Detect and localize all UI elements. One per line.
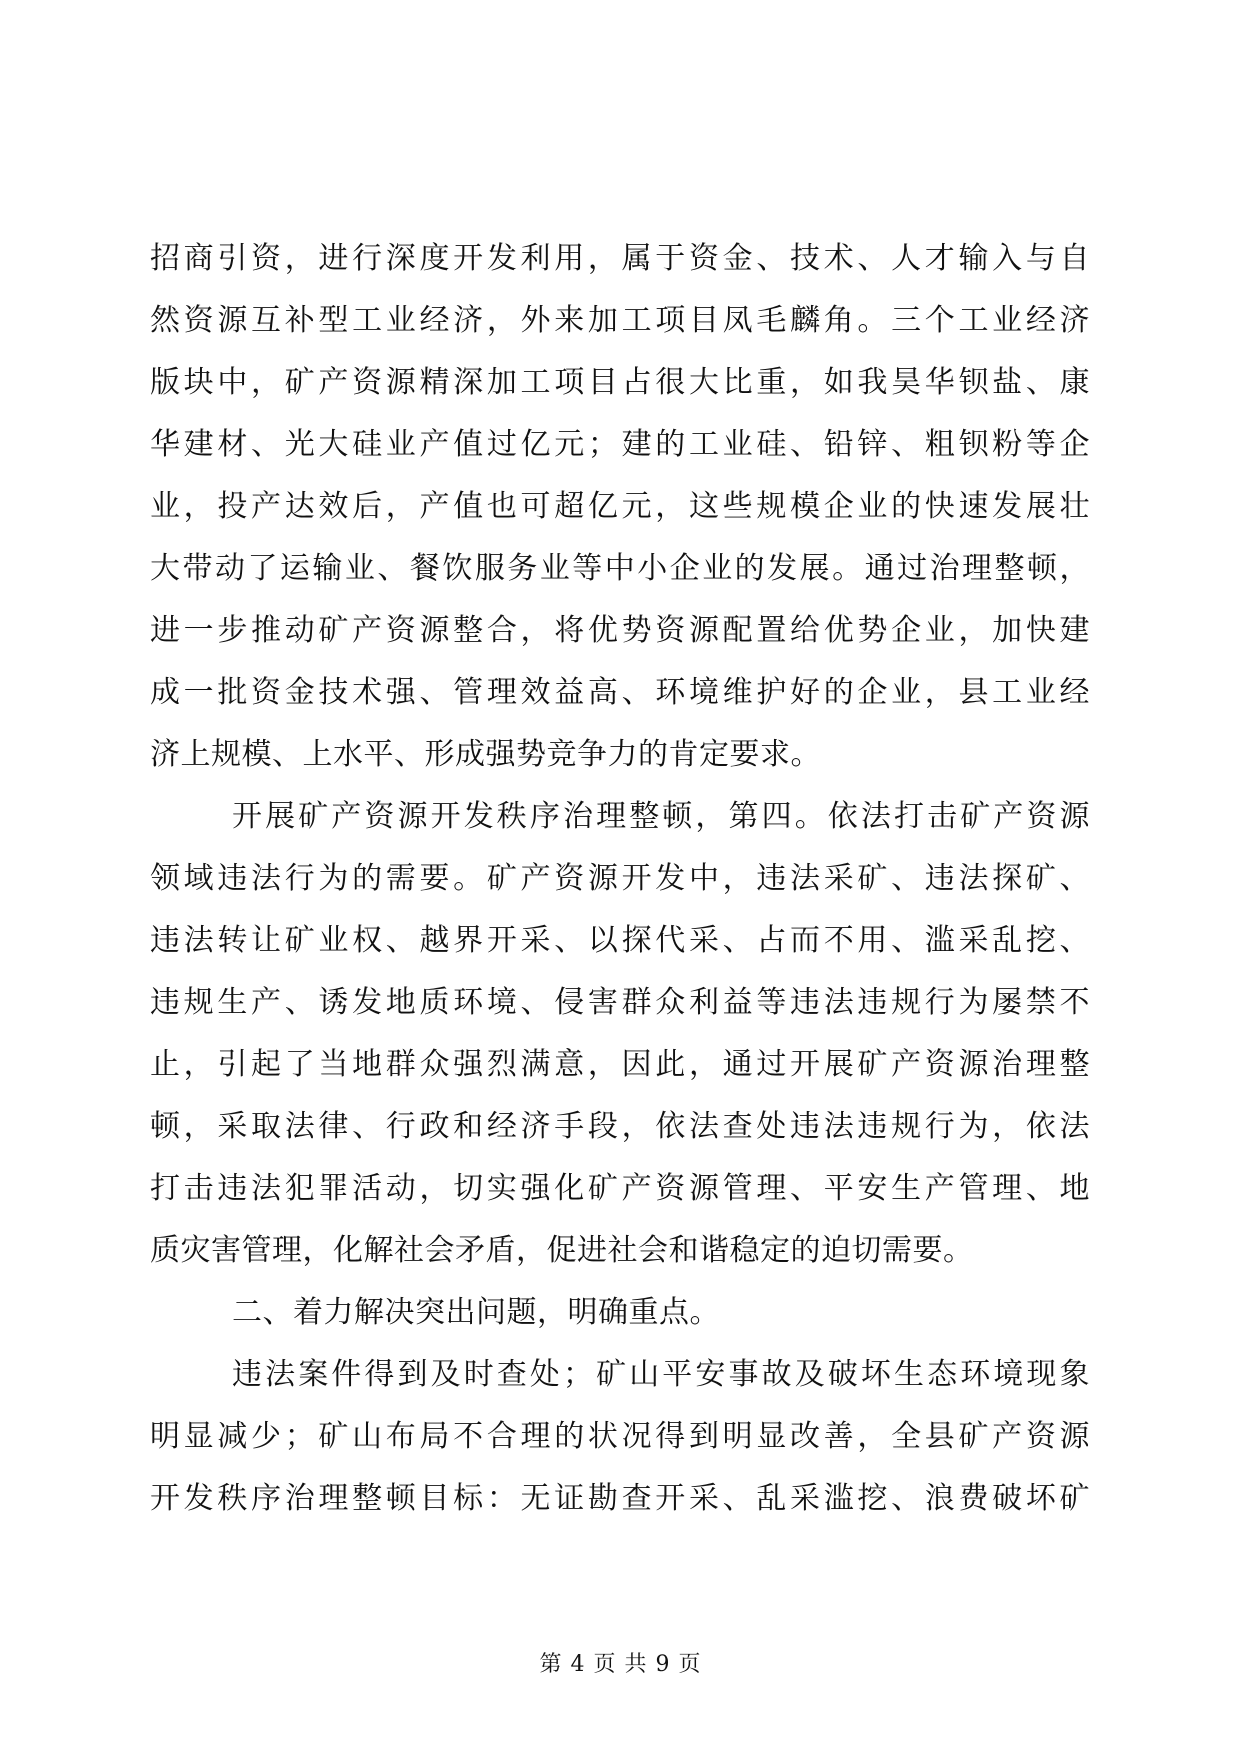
text-line: 明显减少；矿山布局不合理的状况得到明显改善，全县矿产资源	[150, 1419, 1090, 1454]
text-line: 违法转让矿业权、越界开采、以探代采、占而不用、滥采乱挖、	[150, 923, 1090, 958]
text-line: 打击违法犯罪活动，切实强化矿产资源管理、平安生产管理、地	[150, 1171, 1090, 1206]
text-line: 成一批资金技术强、管理效益高、环境维护好的企业，县工业经	[150, 675, 1090, 710]
text-line: 质灾害管理，化解社会矛盾，促进社会和谐稳定的迫切需要。	[150, 1233, 974, 1268]
text-line: 进一步推动矿产资源整合，将优势资源配置给优势企业，加快建	[150, 613, 1090, 648]
text-line: 领域违法行为的需要。矿产资源开发中，违法采矿、违法探矿、	[150, 861, 1090, 896]
document-body	[150, 228, 1090, 1530]
text-line: 顿，采取法律、行政和经济手段，依法查处违法违规行为，依法	[150, 1109, 1090, 1144]
text-line: 济上规模、上水平、形成强势竞争力的肯定要求。	[150, 737, 821, 772]
text-line: 大带动了运输业、餐饮服务业等中小企业的发展。通过治理整顿，	[150, 551, 1090, 586]
text-line: 开展矿产资源开发秩序治理整顿，第四。依法打击矿产资源	[232, 799, 1090, 834]
text-line: 开发秩序治理整顿目标：无证勘查开采、乱采滥挖、浪费破坏矿	[150, 1481, 1090, 1516]
text-line: 业，投产达效后，产值也可超亿元，这些规模企业的快速发展壮	[150, 489, 1090, 524]
page-footer: 第 4 页 共 9 页	[539, 1652, 702, 1677]
text-line: 然资源互补型工业经济，外来加工项目凤毛麟角。三个工业经济	[150, 303, 1090, 338]
text-line: 二、着力解决突出问题，明确重点。	[232, 1295, 720, 1330]
text-line: 违法案件得到及时查处；矿山平安事故及破坏生态环境现象	[232, 1357, 1090, 1392]
text-line: 版块中，矿产资源精深加工项目占很大比重，如我昊华钡盐、康	[150, 365, 1090, 400]
text-line: 华建材、光大硅业产值过亿元；建的工业硅、铅锌、粗钡粉等企	[150, 427, 1090, 462]
text-line: 止，引起了当地群众强烈满意，因此，通过开展矿产资源治理整	[150, 1047, 1090, 1082]
text-line: 招商引资，进行深度开发利用，属于资金、技术、人才输入与自	[150, 241, 1090, 276]
text-line: 违规生产、诱发地质环境、侵害群众利益等违法违规行为屡禁不	[150, 985, 1090, 1020]
